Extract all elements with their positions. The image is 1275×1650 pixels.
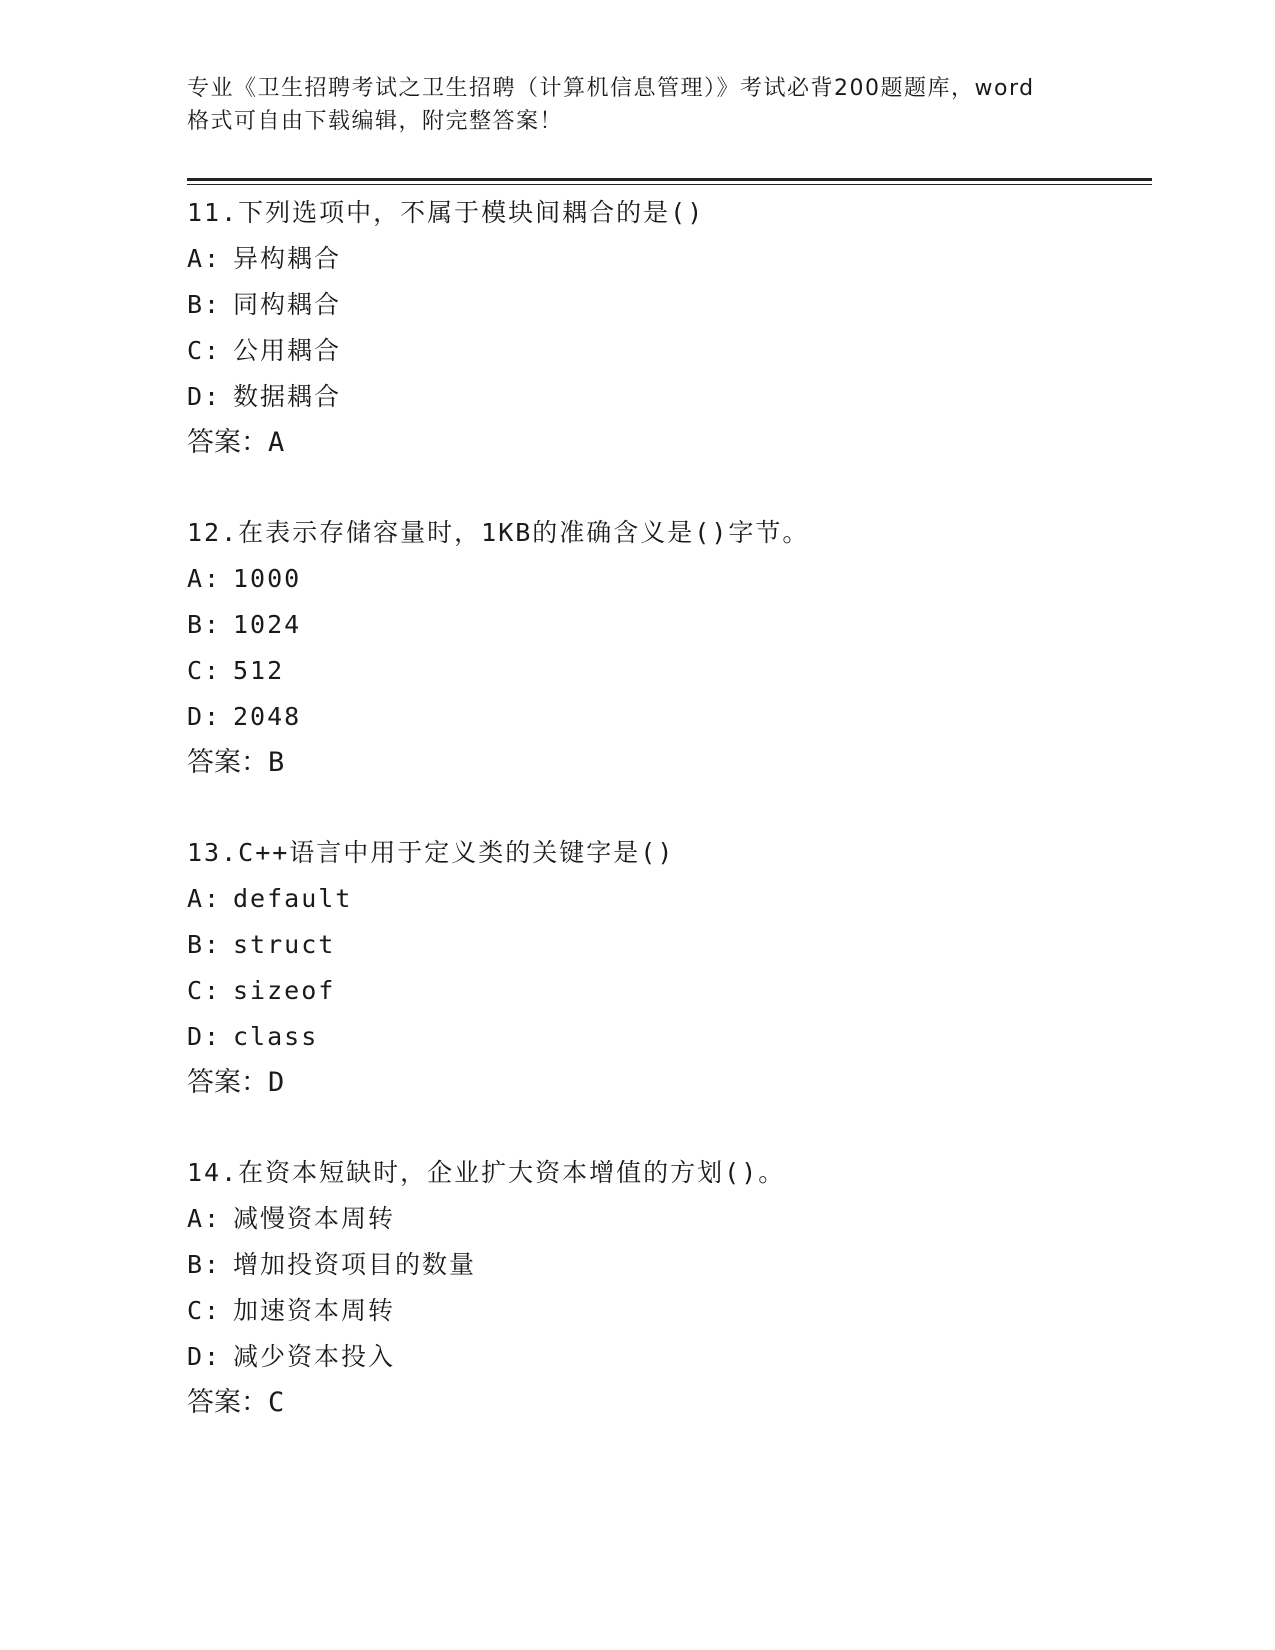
option-text: class (233, 1022, 319, 1051)
option-key: A: (187, 1204, 222, 1233)
option-d (187, 1014, 1147, 1060)
answer-value: C (268, 1387, 285, 1418)
option-key: A: (187, 244, 222, 273)
question-list (187, 190, 1147, 1470)
answer-value: D (268, 1067, 285, 1098)
option-key: B: (187, 290, 222, 319)
option-text: 公用耦合 (233, 336, 342, 365)
answer-label: 答案： (187, 747, 268, 778)
option-d (187, 1334, 1147, 1380)
option-text: sizeof (233, 976, 336, 1005)
option-a (187, 876, 1147, 922)
option-text: 减少资本投入 (233, 1342, 396, 1371)
option-key: D: (187, 702, 222, 731)
answer-line (187, 420, 1147, 466)
answer-label: 答案： (187, 1387, 268, 1418)
header-divider-thin (187, 184, 1152, 185)
option-key: B: (187, 1250, 222, 1279)
option-a (187, 1196, 1147, 1242)
option-text: 减慢资本周转 (233, 1204, 396, 1233)
answer-label: 答案： (187, 1067, 268, 1098)
option-d (187, 694, 1147, 740)
option-a (187, 236, 1147, 282)
option-text: 数据耦合 (233, 382, 342, 411)
option-text: 1024 (233, 610, 302, 639)
option-key: B: (187, 610, 222, 639)
answer-line (187, 1380, 1147, 1426)
header-title-line-1: 专业《卫生招聘考试之卫生招聘（计算机信息管理）》考试必背200题题库，word (187, 76, 1035, 101)
option-text: default (233, 884, 353, 913)
option-key: C: (187, 1296, 222, 1325)
option-key: C: (187, 976, 222, 1005)
answer-value: A (268, 427, 285, 458)
question-stem: 11.下列选项中，不属于模块间耦合的是() (187, 198, 705, 227)
option-text: 同构耦合 (233, 290, 342, 319)
question-item (187, 1150, 1147, 1426)
option-key: A: (187, 564, 222, 593)
document-header (187, 72, 1087, 138)
answer-value: B (268, 747, 285, 778)
question-stem: 12.在表示存储容量时，1KB的准确含义是()字节。 (187, 518, 810, 547)
option-key: D: (187, 382, 222, 411)
option-c (187, 1288, 1147, 1334)
header-title-line-2: 格式可自由下载编辑，附完整答案！ (187, 109, 564, 134)
option-text: 增加投资项目的数量 (233, 1250, 477, 1279)
answer-line (187, 740, 1147, 786)
option-d (187, 374, 1147, 420)
option-a (187, 556, 1147, 602)
option-text: 1000 (233, 564, 302, 593)
option-b (187, 602, 1147, 648)
question-item (187, 830, 1147, 1106)
option-c (187, 328, 1147, 374)
question-item (187, 190, 1147, 466)
option-key: D: (187, 1022, 222, 1051)
option-b (187, 282, 1147, 328)
answer-label: 答案： (187, 427, 268, 458)
option-key: C: (187, 656, 222, 685)
option-text: 2048 (233, 702, 302, 731)
option-text: 加速资本周转 (233, 1296, 396, 1325)
option-b (187, 922, 1147, 968)
option-key: D: (187, 1342, 222, 1371)
question-stem: 13.C++语言中用于定义类的关键字是() (187, 838, 675, 867)
option-key: A: (187, 884, 222, 913)
option-c (187, 968, 1147, 1014)
question-item (187, 510, 1147, 786)
option-c (187, 648, 1147, 694)
option-b (187, 1242, 1147, 1288)
option-text: struct (233, 930, 336, 959)
answer-line (187, 1060, 1147, 1106)
question-stem: 14.在资本短缺时，企业扩大资本增值的方划()。 (187, 1158, 786, 1187)
option-text: 512 (233, 656, 285, 685)
option-key: C: (187, 336, 222, 365)
option-text: 异构耦合 (233, 244, 342, 273)
option-key: B: (187, 930, 222, 959)
header-divider-thick (187, 178, 1152, 181)
